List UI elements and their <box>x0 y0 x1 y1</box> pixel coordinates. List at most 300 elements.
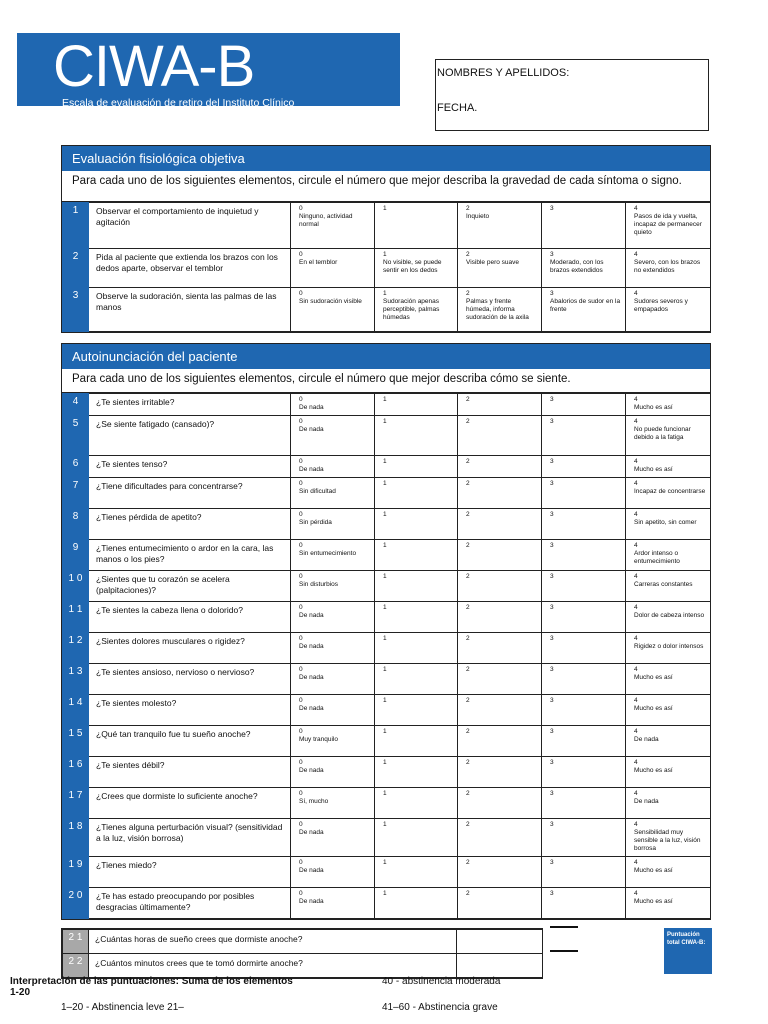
item-question: ¿Tienes entumecimiento o ardor en la cara, las manos o los pies? <box>89 540 291 571</box>
score-description: En el temblor <box>299 259 338 266</box>
score-value: 2 <box>466 666 470 673</box>
item-question: ¿Se siente fatigado (cansado)? <box>89 416 291 456</box>
item-number: 2 2 <box>63 954 89 978</box>
score-option[interactable] <box>626 602 711 633</box>
date-label: FECHA. <box>437 102 478 114</box>
score-value: 3 <box>550 890 554 897</box>
score-option[interactable] <box>291 602 375 633</box>
score-value: 4 <box>634 542 638 549</box>
score-description: Ninguno, actividad normal <box>299 213 353 228</box>
patient-info-box[interactable] <box>435 59 709 131</box>
score-option[interactable] <box>542 726 626 757</box>
table-row <box>63 509 711 540</box>
table-row <box>63 478 711 509</box>
item-question: ¿Sientes que tu corazón se acelera (palpitaciones)? <box>89 571 291 602</box>
score-value: 4 <box>634 790 638 797</box>
score-option[interactable] <box>458 695 542 726</box>
score-value: 2 <box>466 511 470 518</box>
score-value: 3 <box>550 759 554 766</box>
score-value: 0 <box>299 859 303 866</box>
table-row <box>63 726 711 757</box>
item-question: ¿Tienes miedo? <box>89 857 291 888</box>
score-value: 2 <box>466 458 470 465</box>
score-value: 1 <box>383 728 387 735</box>
score-option[interactable] <box>458 288 542 332</box>
score-option[interactable] <box>291 788 375 819</box>
table-row <box>63 288 711 332</box>
score-option[interactable] <box>291 203 375 249</box>
section-title: Autoinunciación del paciente <box>62 344 710 369</box>
score-description: De nada <box>299 767 324 774</box>
table-row <box>63 664 711 695</box>
score-description: De nada <box>299 898 324 905</box>
score-value: 4 <box>634 290 638 297</box>
score-option[interactable] <box>291 695 375 726</box>
score-value: 1 <box>383 759 387 766</box>
score-value: 0 <box>299 759 303 766</box>
answer-line[interactable] <box>550 926 578 928</box>
score-description: Severo, con los brazos no extendidos <box>634 259 701 274</box>
score-value: 2 <box>466 759 470 766</box>
score-option[interactable] <box>626 857 711 888</box>
score-description: De nada <box>299 705 324 712</box>
item-number: 1 3 <box>63 664 89 695</box>
score-option[interactable] <box>375 664 458 695</box>
score-option[interactable] <box>542 249 626 288</box>
score-description: De nada <box>299 426 324 433</box>
score-option[interactable] <box>458 456 542 478</box>
item-question: ¿Te sientes tenso? <box>89 456 291 478</box>
score-option[interactable] <box>542 788 626 819</box>
score-value: 2 <box>466 604 470 611</box>
score-value: 0 <box>299 666 303 673</box>
score-option[interactable] <box>458 819 542 857</box>
score-value: 3 <box>550 458 554 465</box>
score-option[interactable] <box>291 819 375 857</box>
score-value: 4 <box>634 458 638 465</box>
item-question: ¿Cuántas horas de sueño crees que dormiste anoche? <box>89 930 457 954</box>
score-value: 4 <box>634 418 638 425</box>
score-value: 2 <box>466 859 470 866</box>
score-option[interactable] <box>542 540 626 571</box>
item-number: 1 6 <box>63 757 89 788</box>
score-option[interactable] <box>626 249 711 288</box>
score-option[interactable] <box>542 695 626 726</box>
section-self-report <box>61 343 711 920</box>
table-row <box>63 249 711 288</box>
score-description: De nada <box>634 798 659 805</box>
score-value: 3 <box>550 821 554 828</box>
score-value: 3 <box>550 859 554 866</box>
score-option[interactable] <box>626 633 711 664</box>
table-row <box>63 888 711 919</box>
table-row <box>63 394 711 416</box>
score-value: 4 <box>634 205 638 212</box>
score-value: 1 <box>383 821 387 828</box>
score-value: 3 <box>550 697 554 704</box>
score-description: Sí, mucho <box>299 798 329 805</box>
sleep-table <box>62 929 543 978</box>
score-option[interactable] <box>458 540 542 571</box>
score-description: Sin apetito, sin comer <box>634 519 697 526</box>
score-option[interactable] <box>542 664 626 695</box>
form-title: CIWA-B <box>53 34 255 99</box>
item-number: 1 8 <box>63 819 89 857</box>
score-value: 2 <box>466 396 470 403</box>
table-row <box>63 954 543 978</box>
score-value: 4 <box>634 759 638 766</box>
score-value: 4 <box>634 821 638 828</box>
score-value: 2 <box>466 728 470 735</box>
table-row <box>63 456 711 478</box>
item-number: 8 <box>63 509 89 540</box>
item-question: ¿Qué tan tranquilo fue tu sueño anoche? <box>89 726 291 757</box>
score-description: Mucho es así <box>634 705 673 712</box>
score-description: Sensibilidad muy sensible a la luz, visión borrosa <box>634 829 701 852</box>
score-option[interactable] <box>375 857 458 888</box>
score-option[interactable] <box>291 509 375 540</box>
score-option[interactable] <box>626 757 711 788</box>
item-number: 2 1 <box>63 930 89 954</box>
score-value: 2 <box>466 251 470 258</box>
score-option[interactable] <box>458 633 542 664</box>
score-value: 0 <box>299 511 303 518</box>
section-physiological <box>61 145 711 333</box>
score-option[interactable] <box>375 456 458 478</box>
score-value: 0 <box>299 573 303 580</box>
score-value: 3 <box>550 418 554 425</box>
score-option[interactable] <box>626 478 711 509</box>
score-value: 0 <box>299 418 303 425</box>
item-number: 1 9 <box>63 857 89 888</box>
score-value: 0 <box>299 396 303 403</box>
score-description: Pasos de ida y vuelta, incapaz de permanecer quieto <box>634 213 702 236</box>
score-option[interactable] <box>458 757 542 788</box>
score-option[interactable] <box>458 249 542 288</box>
score-description: Sin entumecimiento <box>299 550 357 557</box>
score-value: 2 <box>466 697 470 704</box>
score-option[interactable] <box>375 633 458 664</box>
score-option[interactable] <box>542 857 626 888</box>
interpretation-title: Interpretación de las puntuaciones: Suma de los elementos 1-20 <box>10 976 293 998</box>
score-value: 2 <box>466 821 470 828</box>
score-description: Mucho es así <box>634 466 673 473</box>
score-value: 1 <box>383 458 387 465</box>
item-number: 1 0 <box>63 571 89 602</box>
score-description: Mucho es así <box>634 674 673 681</box>
score-description: Incapaz de concentrarse <box>634 488 706 495</box>
score-option[interactable] <box>375 394 458 416</box>
score-option[interactable] <box>626 394 711 416</box>
item-number: 5 <box>63 416 89 456</box>
score-option[interactable] <box>542 478 626 509</box>
score-option[interactable] <box>291 288 375 332</box>
item-question: ¿Te has estado preocupando por posibles desgracias últimamente? <box>89 888 291 919</box>
item-question: ¿Te sientes débil? <box>89 757 291 788</box>
score-option[interactable] <box>291 888 375 919</box>
score-option[interactable] <box>458 509 542 540</box>
score-option[interactable] <box>458 788 542 819</box>
score-option[interactable] <box>542 416 626 456</box>
score-value: 2 <box>466 542 470 549</box>
score-option[interactable] <box>458 203 542 249</box>
score-option[interactable] <box>291 249 375 288</box>
score-option[interactable] <box>626 695 711 726</box>
score-description: Mucho es así <box>634 898 673 905</box>
score-value: 2 <box>466 790 470 797</box>
score-value: 4 <box>634 480 638 487</box>
score-option[interactable] <box>291 857 375 888</box>
score-description: Rigidez o dolor intensos <box>634 643 704 650</box>
score-option[interactable] <box>626 664 711 695</box>
score-value: 1 <box>383 290 387 297</box>
score-value: 4 <box>634 251 638 258</box>
section-intro: Para cada uno de los siguientes elementos, circule el número que mejor describa la gravedad de cada síntoma o signo. <box>62 171 710 202</box>
table-row <box>63 857 711 888</box>
score-option[interactable] <box>291 633 375 664</box>
score-value: 4 <box>634 635 638 642</box>
score-option[interactable] <box>375 416 458 456</box>
score-value: 4 <box>634 697 638 704</box>
score-option[interactable] <box>458 478 542 509</box>
score-option[interactable] <box>626 416 711 456</box>
section-title: Evaluación fisiológica objetiva <box>62 146 710 171</box>
score-description: Mucho es así <box>634 867 673 874</box>
table-row <box>63 416 711 456</box>
score-option[interactable] <box>542 757 626 788</box>
score-option[interactable] <box>542 456 626 478</box>
item-question: Pida al paciente que extienda los brazos con los dedos aparte, observar el temblor <box>89 249 291 288</box>
score-value: 2 <box>466 290 470 297</box>
score-option[interactable] <box>458 664 542 695</box>
interpretation-moderate: 40 - abstinencia moderada <box>382 976 501 987</box>
score-option[interactable] <box>375 819 458 857</box>
answer-cell[interactable] <box>457 930 543 954</box>
score-value: 3 <box>550 290 554 297</box>
score-value: 4 <box>634 573 638 580</box>
score-option[interactable] <box>626 540 711 571</box>
score-option[interactable] <box>291 540 375 571</box>
score-description: Moderado, con los brazos extendidos <box>550 259 604 274</box>
score-option[interactable] <box>375 288 458 332</box>
score-option[interactable] <box>375 888 458 919</box>
item-number: 1 1 <box>63 602 89 633</box>
score-description: Sin pérdida <box>299 519 332 526</box>
score-option[interactable] <box>291 394 375 416</box>
score-description: De nada <box>634 736 659 743</box>
score-option[interactable] <box>375 602 458 633</box>
score-description: Ardor intenso o entumecimiento <box>634 550 680 565</box>
score-description: De nada <box>299 612 324 619</box>
score-value: 1 <box>383 542 387 549</box>
score-option[interactable] <box>626 819 711 857</box>
score-value: 1 <box>383 251 387 258</box>
score-option[interactable] <box>542 394 626 416</box>
score-option[interactable] <box>542 819 626 857</box>
items-table <box>62 202 711 332</box>
score-value: 3 <box>550 396 554 403</box>
item-question: Observe la sudoración, sienta las palmas de las manos <box>89 288 291 332</box>
score-value: 2 <box>466 205 470 212</box>
score-option[interactable] <box>291 478 375 509</box>
score-value: 2 <box>466 418 470 425</box>
score-option[interactable] <box>375 540 458 571</box>
item-number: 2 0 <box>63 888 89 919</box>
score-option[interactable] <box>626 726 711 757</box>
score-description: De nada <box>299 867 324 874</box>
score-option[interactable] <box>291 416 375 456</box>
score-value: 3 <box>550 666 554 673</box>
score-description: Muy tranquilo <box>299 736 339 743</box>
table-row <box>63 819 711 857</box>
score-option[interactable] <box>626 203 711 249</box>
score-option[interactable] <box>291 726 375 757</box>
score-value: 2 <box>466 635 470 642</box>
item-number: 3 <box>63 288 89 332</box>
score-value: 1 <box>383 396 387 403</box>
item-question: ¿Te sientes irritable? <box>89 394 291 416</box>
form-subtitle: Escala de evaluación de retiro del Instituto Clínico <box>62 97 295 106</box>
score-option[interactable] <box>375 571 458 602</box>
score-value: 3 <box>550 790 554 797</box>
score-description: De nada <box>299 829 324 836</box>
score-value: 1 <box>383 697 387 704</box>
answer-line[interactable] <box>550 950 578 952</box>
score-value: 2 <box>466 480 470 487</box>
score-value: 0 <box>299 480 303 487</box>
score-value: 0 <box>299 821 303 828</box>
score-description: Sin sudoración visible <box>299 298 362 305</box>
score-value: 0 <box>299 290 303 297</box>
score-option[interactable] <box>542 288 626 332</box>
score-value: 3 <box>550 728 554 735</box>
item-question: ¿Te sientes ansioso, nervioso o nervioso? <box>89 664 291 695</box>
score-option[interactable] <box>458 416 542 456</box>
total-score-box[interactable]: Puntuación total CIWA-B: <box>664 928 712 974</box>
score-value: 4 <box>634 604 638 611</box>
score-option[interactable] <box>375 203 458 249</box>
score-option[interactable] <box>626 509 711 540</box>
score-value: 1 <box>383 480 387 487</box>
item-number: 7 <box>63 478 89 509</box>
item-number: 1 7 <box>63 788 89 819</box>
score-value: 0 <box>299 890 303 897</box>
score-option[interactable] <box>542 633 626 664</box>
item-number: 1 5 <box>63 726 89 757</box>
item-question: ¿Te sientes la cabeza llena o dolorido? <box>89 602 291 633</box>
score-description: De nada <box>299 643 324 650</box>
item-question: ¿Tienes pérdida de apetito? <box>89 509 291 540</box>
score-value: 1 <box>383 890 387 897</box>
score-option[interactable] <box>542 203 626 249</box>
item-question: ¿Sientes dolores musculares o rigidez? <box>89 633 291 664</box>
score-option[interactable] <box>626 788 711 819</box>
score-value: 0 <box>299 542 303 549</box>
item-number: 9 <box>63 540 89 571</box>
score-description: Palmas y frente húmeda, informa sudoración de la axila <box>466 298 529 321</box>
score-value: 0 <box>299 728 303 735</box>
item-question: ¿Tiene dificultades para concentrarse? <box>89 478 291 509</box>
score-value: 1 <box>383 604 387 611</box>
score-description: De nada <box>299 466 324 473</box>
interpretation-mild: 1–20 - Abstinencia leve 21– <box>61 1002 184 1013</box>
score-value: 2 <box>466 890 470 897</box>
score-value: 3 <box>550 604 554 611</box>
score-value: 0 <box>299 635 303 642</box>
score-value: 3 <box>550 480 554 487</box>
score-option[interactable] <box>542 888 626 919</box>
score-option[interactable] <box>542 571 626 602</box>
score-option[interactable] <box>626 456 711 478</box>
score-option[interactable] <box>375 695 458 726</box>
score-option[interactable] <box>375 726 458 757</box>
score-option[interactable] <box>458 571 542 602</box>
score-option[interactable] <box>626 571 711 602</box>
score-option[interactable] <box>542 509 626 540</box>
score-option[interactable] <box>375 249 458 288</box>
score-option[interactable] <box>458 602 542 633</box>
score-description: Sudores severos y empapados <box>634 298 688 313</box>
score-value: 1 <box>383 418 387 425</box>
score-option[interactable] <box>291 664 375 695</box>
score-value: 3 <box>550 511 554 518</box>
score-option[interactable] <box>375 757 458 788</box>
score-option[interactable] <box>458 857 542 888</box>
item-number: 2 <box>63 249 89 288</box>
score-value: 4 <box>634 859 638 866</box>
score-option[interactable] <box>291 571 375 602</box>
score-description: Visible pero suave <box>466 259 519 266</box>
score-value: 3 <box>550 542 554 549</box>
score-option[interactable] <box>375 478 458 509</box>
table-row <box>63 602 711 633</box>
score-option[interactable] <box>375 788 458 819</box>
table-row <box>63 695 711 726</box>
score-option[interactable] <box>291 456 375 478</box>
score-description: Sudoración apenas perceptible, palmas húmedas <box>383 298 440 321</box>
score-description: Abalorios de sudor en la frente <box>550 298 621 313</box>
score-value: 1 <box>383 859 387 866</box>
score-option[interactable] <box>626 888 711 919</box>
score-value: 4 <box>634 396 638 403</box>
score-option[interactable] <box>626 288 711 332</box>
score-value: 0 <box>299 251 303 258</box>
score-value: 3 <box>550 205 554 212</box>
score-option[interactable] <box>458 726 542 757</box>
score-description: De nada <box>299 404 324 411</box>
section-sleep <box>61 928 543 979</box>
item-question: ¿Crees que dormiste lo suficiente anoche? <box>89 788 291 819</box>
score-description: Dolor de cabeza intenso <box>634 612 705 619</box>
item-number: 1 4 <box>63 695 89 726</box>
score-option[interactable] <box>458 394 542 416</box>
score-option[interactable] <box>458 888 542 919</box>
score-value: 1 <box>383 635 387 642</box>
score-value: 4 <box>634 890 638 897</box>
answer-cell[interactable] <box>457 954 543 978</box>
table-row <box>63 203 711 249</box>
score-value: 3 <box>550 573 554 580</box>
table-row <box>63 788 711 819</box>
score-option[interactable] <box>291 757 375 788</box>
score-option[interactable] <box>375 509 458 540</box>
item-question: ¿Cuántos minutos crees que te tomó dormirte anoche? <box>89 954 457 978</box>
table-row <box>63 757 711 788</box>
section-intro: Para cada uno de los siguientes elementos, circule el número que mejor describa cómo se siente. <box>62 369 710 393</box>
score-description: Inquieto <box>466 213 490 220</box>
score-option[interactable] <box>542 602 626 633</box>
score-description: Carreras constantes <box>634 581 693 588</box>
